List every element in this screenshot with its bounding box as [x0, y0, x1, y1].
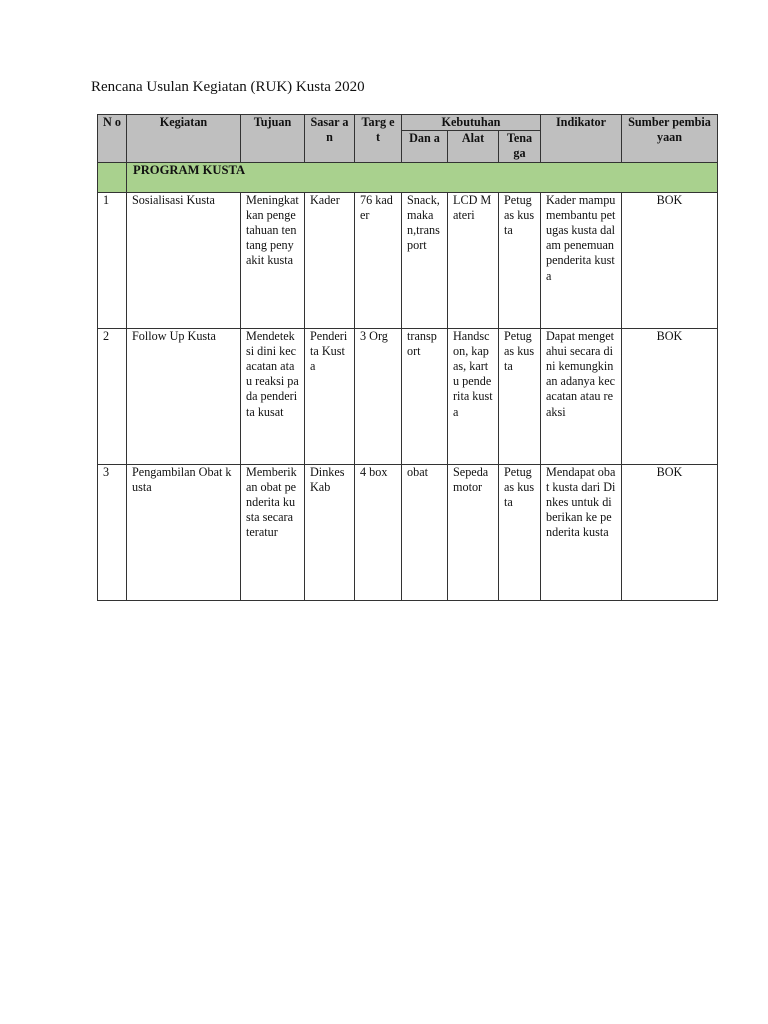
cell-alat: Sepeda motor — [448, 464, 499, 600]
header-kegiatan: Kegiatan — [127, 115, 241, 163]
header-tenaga: Tena ga — [499, 131, 541, 162]
cell-sasaran: Dinkes Kab — [305, 464, 355, 600]
header-alat: Alat — [448, 131, 499, 162]
cell-indikator: Dapat mengetahui secara dini kemungkinan adanya kecacatan atau reaksi — [541, 328, 622, 464]
header-sasaran: Sasar an — [305, 115, 355, 163]
cell-tenaga: Petugas kusta — [499, 192, 541, 328]
cell-tenaga: Petugas kusta — [499, 464, 541, 600]
cell-sasaran: Penderita Kusta — [305, 328, 355, 464]
cell-alat: Handscon, kapas, kartu penderita kusta — [448, 328, 499, 464]
cell-no: 2 — [98, 328, 127, 464]
header-no: N o — [98, 115, 127, 163]
cell-sumber: BOK — [622, 328, 718, 464]
header-tujuan: Tujuan — [241, 115, 305, 163]
cell-tujuan: Memberikan obat penderita kusta secara teratur — [241, 464, 305, 600]
program-row — [98, 162, 718, 192]
cell-tenaga: Petugas kusta — [499, 328, 541, 464]
cell-sumber: BOK — [622, 192, 718, 328]
cell-tujuan: Meningkatkan pengetahuan tentang penyakit kusta — [241, 192, 305, 328]
program-label: PROGRAM KUSTA — [127, 162, 718, 192]
cell-alat: LCD Materi — [448, 192, 499, 328]
header-target: Targ et — [355, 115, 402, 163]
cell-indikator: Kader mampu membantu petugas kusta dalam penemuan penderita kusta — [541, 192, 622, 328]
cell-indikator: Mendapat obat kusta dari Dinkes untuk diberikan ke penderita kusta — [541, 464, 622, 600]
cell-dana: Snack,makan,transport — [402, 192, 448, 328]
header-kebutuhan: Kebutuhan — [402, 115, 541, 131]
cell-no: 1 — [98, 192, 127, 328]
header-indikator: Indikator — [541, 115, 622, 163]
table-row — [98, 192, 718, 328]
cell-dana: obat — [402, 464, 448, 600]
cell-kegiatan: Follow Up Kusta — [127, 328, 241, 464]
cell-kegiatan: Sosialisasi Kusta — [127, 192, 241, 328]
table-row — [98, 328, 718, 464]
page-title: Rencana Usulan Kegiatan (RUK) Kusta 2020 — [91, 79, 365, 95]
table-row — [98, 464, 718, 600]
cell-dana: transport — [402, 328, 448, 464]
cell-tujuan: Mendeteksi dini kecacatan atau reaksi pada penderita kusat — [241, 328, 305, 464]
cell-target: 76 kader — [355, 192, 402, 328]
cell-target: 4 box — [355, 464, 402, 600]
ruk-table — [97, 114, 718, 601]
cell-no: 3 — [98, 464, 127, 600]
cell-sumber: BOK — [622, 464, 718, 600]
cell-target: 3 Org — [355, 328, 402, 464]
header-dana: Dan a — [402, 131, 448, 162]
header-sumber: Sumber pembiayaan — [622, 115, 718, 163]
cell-kegiatan: Pengambilan Obat kusta — [127, 464, 241, 600]
cell-sasaran: Kader — [305, 192, 355, 328]
